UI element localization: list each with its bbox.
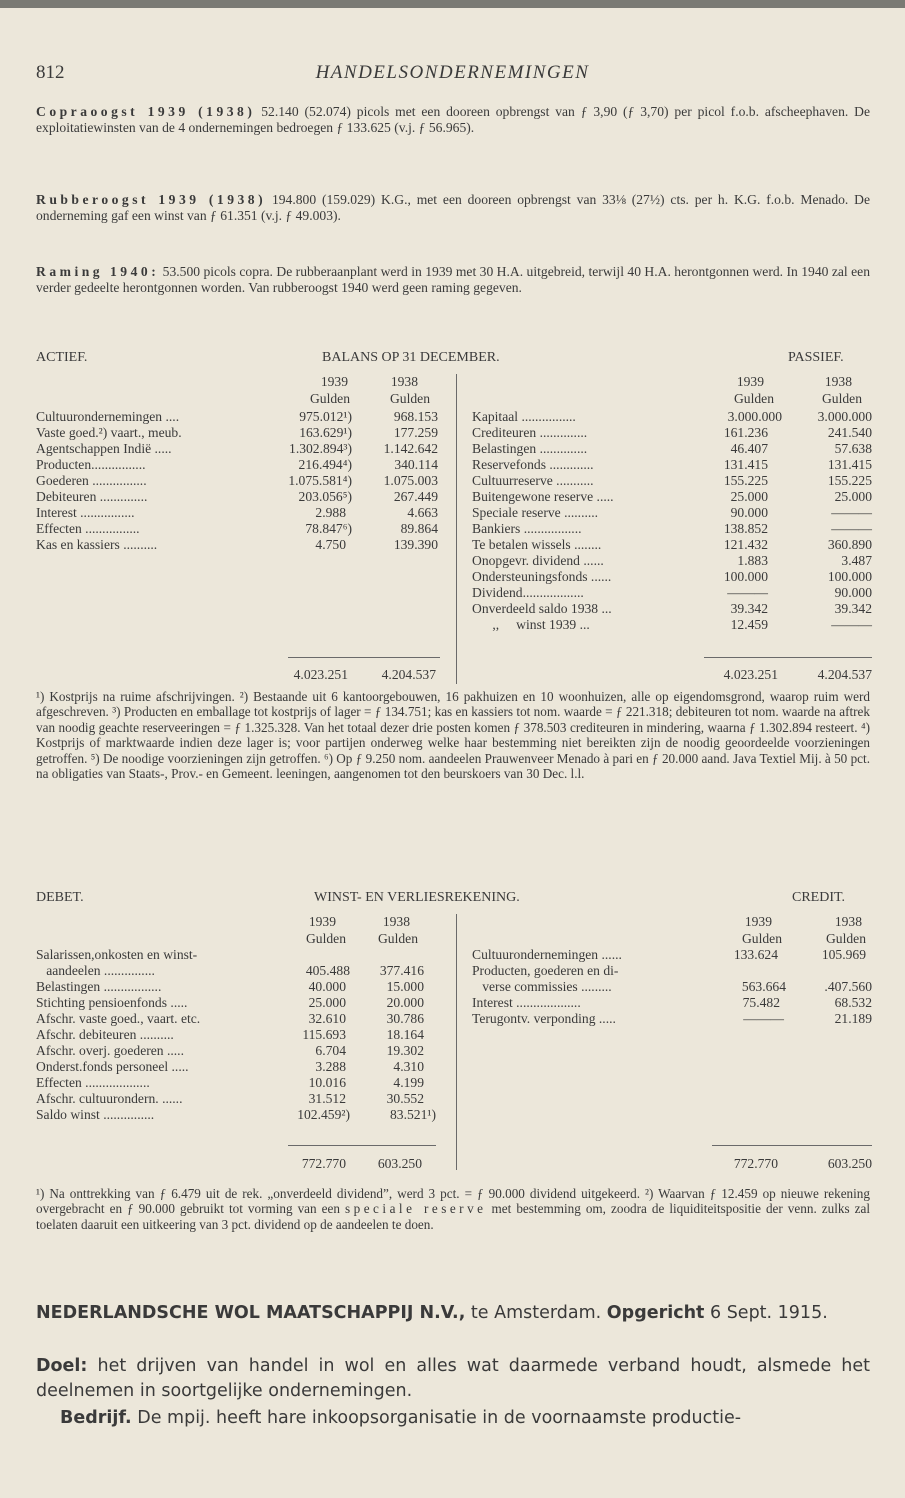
actief-value-1939: 1.075.581⁴) xyxy=(288,473,352,488)
pnl-left-year2: 1938 xyxy=(382,914,410,929)
debet-value-1939: 32.610 xyxy=(308,1011,346,1026)
pnl-right-total-1939: 772.770 xyxy=(733,1156,778,1171)
balance-right-total-1938: 4.204.537 xyxy=(817,667,872,682)
balance-left-title: ACTIEF. xyxy=(36,350,88,365)
copra-paragraph xyxy=(36,104,870,136)
passief-label: Dividend.................. xyxy=(472,585,584,600)
rubber-text: 194.800 (159.029) K.G., met een dooreen opbrengst van 33⅛ (27½) cts. per h. K.G. f.o.b. Menado. De onderneming gaf een winst van ƒ 61.351 (v.j. ƒ 49.003). xyxy=(36,192,870,223)
actief-label: Debiteuren .............. xyxy=(36,489,148,504)
debet-value-1939: 10.016 xyxy=(308,1075,346,1090)
doel-paragraph xyxy=(36,1354,870,1404)
debet-value-1939: 115.693 xyxy=(302,1027,346,1042)
rubber-label: Rubberoogst 1939 (1938) xyxy=(36,192,267,207)
credit-value-1938: 105.969 xyxy=(821,947,866,962)
passief-value-1939: 121.432 xyxy=(723,537,768,552)
rubber-paragraph xyxy=(36,192,870,224)
passief-value-1939: 155.225 xyxy=(723,473,768,488)
bedrijf-label: Bedrijf. xyxy=(60,1408,132,1428)
actief-value-1938: 4.663 xyxy=(407,505,438,520)
debet-label: Onderst.fonds personeel ..... xyxy=(36,1059,189,1074)
pnl-left-total-rule xyxy=(288,1145,436,1146)
passief-value-1939: 39.342 xyxy=(730,601,768,616)
debet-label: Afschr. overj. goederen ..... xyxy=(36,1043,184,1058)
credit-label: Cultuurondernemingen ...... xyxy=(472,947,622,962)
debet-value-1939: 31.512 xyxy=(308,1091,346,1106)
debet-value-1938: 30.786 xyxy=(386,1011,424,1026)
actief-value-1938: 139.390 xyxy=(393,537,438,552)
passief-label: Kapitaal ................ xyxy=(472,409,576,424)
passief-label: Cultuurreserve ........... xyxy=(472,473,594,488)
pnl-footnotes xyxy=(36,1186,870,1232)
debet-value-1939: 6.704 xyxy=(315,1043,346,1058)
credit-label: verse commissies ......... xyxy=(472,979,612,994)
debet-value-1939: 102.459²) xyxy=(297,1107,350,1122)
passief-label: Bankiers ................. xyxy=(472,521,582,536)
company-location: te Amsterdam. xyxy=(465,1303,602,1323)
balance-left-year1: 1939 xyxy=(320,374,348,389)
pnl-left-total-1939: 772.770 xyxy=(301,1156,346,1171)
debet-label: Effecten ................... xyxy=(36,1075,150,1090)
passief-value-1938: 39.342 xyxy=(834,601,872,616)
pnl-left-unit2: Gulden xyxy=(377,931,418,946)
debet-label: Afschr. debiteuren .......... xyxy=(36,1027,174,1042)
pnl-right-title: CREDIT. xyxy=(792,890,846,905)
pnl-left-unit1: Gulden xyxy=(305,931,346,946)
pnl-footnote-a: ¹) Na onttrekking van ƒ 6.479 uit de rek. „onverdeeld dividend”, werd 3 pct. = ƒ 90.000 dividend uitgekeerd. ²) Waarvan ƒ 12.459 op nieuwe rekening overgebracht en ƒ 90.000 gebruikt tot vorming van een xyxy=(36,1186,870,1217)
actief-value-1938: 89.864 xyxy=(400,521,438,536)
actief-value-1939: 216.494⁴) xyxy=(298,457,352,472)
actief-value-1938: 267.449 xyxy=(393,489,438,504)
pnl-center-title: WINST- EN VERLIESREKENING. xyxy=(314,890,520,905)
debet-label: Afschr. cultuurondern. ...... xyxy=(36,1091,183,1106)
passief-label: Te betalen wissels ........ xyxy=(472,537,602,552)
actief-label: Vaste goed.²) vaart., meub. xyxy=(36,425,182,440)
credit-value-1938: 21.189 xyxy=(834,1011,872,1026)
pnl-divider xyxy=(456,914,457,1170)
balance-left-unit2: Gulden xyxy=(389,391,430,406)
copra-text: 52.140 (52.074) picols met een dooreen opbrengst van ƒ 3,90 (ƒ 3,70) per picol f.o.b. afscheephaven. De exploitatiewinsten van de 4 ondernemingen bedroegen ƒ 133.625 (v.j. ƒ 56.965). xyxy=(36,104,870,135)
balance-right-unit2: Gulden xyxy=(821,391,862,406)
balance-left-total-1939: 4.023.251 xyxy=(293,667,348,682)
passief-value-1938: 3.000.000 xyxy=(817,409,872,424)
doel-text: het drijven van handel in wol en alles wat daarmede verband houdt, alsmede het deelnemen in soortgelijke ondernemingen. xyxy=(36,1356,870,1401)
passief-label: Reservefonds ............. xyxy=(472,457,594,472)
passief-label: Crediteuren .............. xyxy=(472,425,588,440)
actief-value-1939: 163.629¹) xyxy=(299,425,352,440)
page-title: HANDELSONDERNEMINGEN xyxy=(315,62,590,83)
passief-label: Onverdeeld saldo 1938 ... xyxy=(472,601,612,616)
passief-value-1938: 90.000 xyxy=(834,585,872,600)
actief-value-1938: 340.114 xyxy=(394,457,438,472)
founded-label: Opgericht xyxy=(606,1303,705,1323)
actief-label: Cultuurondernemingen .... xyxy=(36,409,180,424)
actief-value-1939: 975.012¹) xyxy=(299,409,352,424)
passief-value-1938: 131.415 xyxy=(827,457,872,472)
raming-paragraph xyxy=(36,264,870,296)
balance-left-year2: 1938 xyxy=(390,374,418,389)
actief-label: Agentschappen Indië ..... xyxy=(36,441,172,456)
passief-value-1939: 100.000 xyxy=(723,569,768,584)
debet-label: aandeelen ............... xyxy=(36,963,155,978)
founded-text: 6 Sept. 1915. xyxy=(704,1303,828,1323)
debet-value-1938: 15.000 xyxy=(386,979,424,994)
passief-label: Speciale reserve .......... xyxy=(472,505,599,520)
balance-right-total-1939: 4.023.251 xyxy=(723,667,778,682)
actief-label: Effecten ................ xyxy=(36,521,140,536)
actief-value-1939: 4.750 xyxy=(315,537,346,552)
passief-value-1939: 138.852 xyxy=(723,521,768,536)
passief-value-1938: 57.638 xyxy=(834,441,872,456)
debet-value-1938: 377.416 xyxy=(379,963,424,978)
actief-value-1939: 1.302.894³) xyxy=(289,441,352,456)
raming-text: 53.500 picols copra. De rubberaanplant werd in 1939 met 30 H.A. uitgebreid, terwijl 40 H.A. herontgonnen werd. In 1940 zal een verder gedeelte herontgonnen worden. Van rubberoogst 1940 werd geen raming gegeven. xyxy=(36,264,870,295)
actief-value-1938: 177.259 xyxy=(393,425,438,440)
copra-label: Copraoogst 1939 (1938) xyxy=(36,104,256,119)
bedrijf-paragraph xyxy=(36,1406,870,1431)
credit-value-1939: 133.624 xyxy=(733,947,778,962)
credit-label: Terugontv. verponding ..... xyxy=(472,1011,616,1026)
debet-label: Afschr. vaste goed., vaart. etc. xyxy=(36,1011,201,1026)
passief-value-1939: 46.407 xyxy=(730,441,768,456)
debet-value-1938: 20.000 xyxy=(386,995,424,1010)
debet-label: Saldo winst ............... xyxy=(36,1107,155,1122)
pnl-right-total-rule xyxy=(712,1145,872,1146)
balance-left-total-rule xyxy=(288,657,440,658)
pnl-left-year1: 1939 xyxy=(308,914,336,929)
debet-value-1939: 40.000 xyxy=(308,979,346,994)
credit-value-1939: ——— xyxy=(743,1011,784,1026)
balance-footnotes: ¹) Kostprijs na ruime afschrijvingen. ²) Bestaande uit 6 kantoorgebouwen, 16 pakhuizen en 10 woonhuizen, alle op eigendomsgrond, waarop ruim werd afgeschreven. ³) Producten en emballage tot kostprijs of lager = ƒ 134.751; kas en kassiers tot nom. waarde = ƒ 221.318; debiteuren tot nom. waarde na aftrek van noodig geachte reserveeringen = ƒ 1.325.328. Van het totaal dezer drie posten komen ƒ 378.503 crediteuren in mindering, waarna ƒ 1.302.894 resteert. ⁴) Kostprijs of marktwaarde indien deze lager is; voor partijen onderweg welke haar bestemming niet bereikten zijn de noodig geoordeelde voorzieningen getroffen. ⁵) De noodige voorzieningen zijn getroffen. ⁶) Op ƒ 9.250 nom. aandeelen Prauwenveer Menado à pari en ƒ 20.000 aand. Java Textiel Mij. à 50 pct. na obligaties van Staats-, Prov.- en Gemeent. leeningen, aangenomen tot den beurskoers van 30 Dec. l.l. xyxy=(36,689,870,782)
debet-value-1938: 83.521¹) xyxy=(390,1107,436,1122)
passief-value-1938: ——— xyxy=(831,505,872,520)
doel-label: Doel: xyxy=(36,1356,88,1376)
debet-value-1939: 3.288 xyxy=(315,1059,346,1074)
passief-value-1939: 161.236 xyxy=(723,425,768,440)
balance-left-unit1: Gulden xyxy=(309,391,350,406)
actief-label: Kas en kassiers .......... xyxy=(36,537,158,552)
pnl-footnote-b: met bestemming om, zoodra de liquiditeitspositie der venn. zulks zal toelaten daaruit een uitkeering van 3 pct. dividend op de aandeelen te doen. xyxy=(36,1201,870,1232)
credit-value-1939: 75.482 xyxy=(742,995,780,1010)
passief-value-1939: 131.415 xyxy=(723,457,768,472)
debet-label: Salarissen,onkosten en winst- xyxy=(36,947,198,962)
passief-value-1939: 3.000.000 xyxy=(727,409,782,424)
pnl-footnote-spaced: speciale reserve xyxy=(344,1201,487,1217)
debet-label: Stichting pensioenfonds ..... xyxy=(36,995,188,1010)
passief-value-1938: ——— xyxy=(831,521,872,536)
debet-value-1939: 25.000 xyxy=(308,995,346,1010)
pnl-right-unit1: Gulden xyxy=(741,931,782,946)
passief-value-1939: 12.459 xyxy=(730,617,768,632)
passief-value-1938: 3.487 xyxy=(841,553,872,568)
passief-value-1939: ——— xyxy=(727,585,768,600)
passief-value-1938: 360.890 xyxy=(827,537,872,552)
balance-center-title: BALANS OP 31 DECEMBER. xyxy=(322,350,500,365)
balance-left-total-1938: 4.204.537 xyxy=(381,667,436,682)
actief-value-1938: 1.142.642 xyxy=(383,441,438,456)
passief-value-1938: 155.225 xyxy=(827,473,872,488)
passief-label: Ondersteuningsfonds ...... xyxy=(472,569,612,584)
credit-label: Interest ................... xyxy=(472,995,581,1010)
raming-label: Raming 1940: xyxy=(36,264,160,279)
page-number: 812 xyxy=(36,62,65,83)
credit-value-1938: 68.532 xyxy=(834,995,872,1010)
pnl-left-total-1938: 603.250 xyxy=(377,1156,422,1171)
balance-divider xyxy=(456,374,457,684)
debet-value-1938: 4.310 xyxy=(393,1059,424,1074)
bedrijf-text: De mpij. heeft hare inkoopsorganisatie in de voornaamste productie- xyxy=(131,1408,742,1428)
pnl-right-unit2: Gulden xyxy=(825,931,866,946)
company-heading xyxy=(36,1301,870,1326)
passief-label: Belastingen .............. xyxy=(472,441,588,456)
passief-value-1939: 25.000 xyxy=(730,489,768,504)
balance-right-year2: 1938 xyxy=(824,374,852,389)
passief-value-1939: 1.883 xyxy=(737,553,768,568)
balance-right-unit1: Gulden xyxy=(733,391,774,406)
actief-value-1939: 78.847⁶) xyxy=(305,521,352,536)
credit-value-1939: 563.664 xyxy=(741,979,786,994)
actief-label: Producten................ xyxy=(36,457,146,472)
actief-value-1939: 2.988 xyxy=(315,505,346,520)
debet-value-1938: 30.552 xyxy=(386,1091,424,1106)
actief-value-1939: 203.056⁵) xyxy=(298,489,352,504)
passief-label: ,, winst 1939 ... xyxy=(472,617,590,632)
pnl-right-year1: 1939 xyxy=(744,914,772,929)
actief-label: Goederen ................ xyxy=(36,473,147,488)
company-name: NEDERLANDSCHE WOL MAATSCHAPPIJ N.V., xyxy=(36,1303,466,1323)
balance-right-title: PASSIEF. xyxy=(788,350,844,365)
credit-label: Producten, goederen en di- xyxy=(472,963,619,978)
actief-label: Interest ................ xyxy=(36,505,135,520)
passief-value-1938: 100.000 xyxy=(827,569,872,584)
credit-value-1938: .407.560 xyxy=(824,979,872,994)
debet-value-1939: 405.488 xyxy=(305,963,350,978)
pnl-right-total-1938: 603.250 xyxy=(827,1156,872,1171)
debet-value-1938: 18.164 xyxy=(386,1027,424,1042)
debet-label: Belastingen ................. xyxy=(36,979,162,994)
actief-value-1938: 968.153 xyxy=(393,409,438,424)
passief-value-1938: ——— xyxy=(831,617,872,632)
passief-value-1939: 90.000 xyxy=(730,505,768,520)
debet-value-1938: 4.199 xyxy=(393,1075,424,1090)
actief-value-1938: 1.075.003 xyxy=(383,473,438,488)
pnl-right-year2: 1938 xyxy=(834,914,862,929)
pnl-left-title: DEBET. xyxy=(36,890,84,905)
balance-right-total-rule xyxy=(704,657,872,658)
balance-right-year1: 1939 xyxy=(736,374,764,389)
debet-value-1938: 19.302 xyxy=(386,1043,424,1058)
passief-value-1938: 241.540 xyxy=(827,425,872,440)
passief-label: Buitengewone reserve ..... xyxy=(472,489,614,504)
passief-value-1938: 25.000 xyxy=(834,489,872,504)
passief-label: Onopgevr. dividend ...... xyxy=(472,553,604,568)
